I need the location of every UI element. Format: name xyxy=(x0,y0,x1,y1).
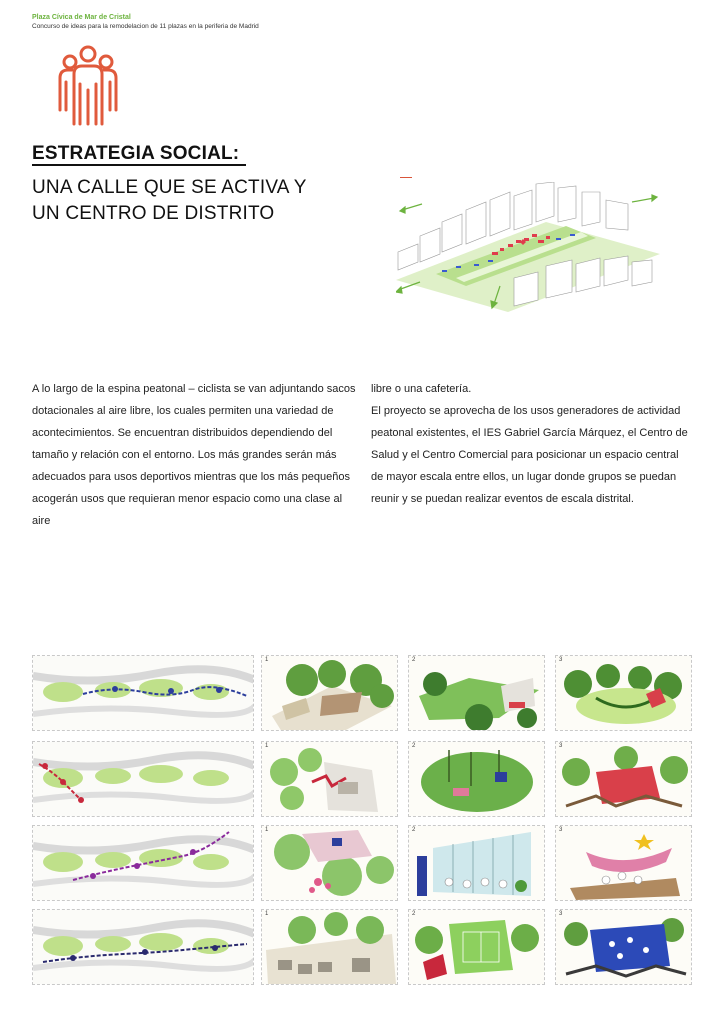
illustration-1-2 xyxy=(408,655,545,731)
headline-subtitle xyxy=(32,175,362,227)
illustration-2-1 xyxy=(261,741,398,817)
aerial-view-illustration xyxy=(396,182,660,312)
route-map-4 xyxy=(32,909,254,985)
illustration-2-2 xyxy=(408,741,545,817)
illustration-3-2 xyxy=(408,825,545,901)
cell-number: 2 xyxy=(412,657,416,663)
cell-number: 3 xyxy=(559,911,563,917)
illustration-1-1 xyxy=(261,655,398,731)
illustration-row-2 xyxy=(32,741,692,817)
cell-number: 3 xyxy=(559,657,563,663)
people-group-icon xyxy=(56,44,120,128)
route-map-1 xyxy=(32,655,254,731)
cell-number: 3 xyxy=(559,827,563,833)
illustration-4-3 xyxy=(555,909,692,985)
cell-number: 1 xyxy=(265,657,269,663)
cell-number: 1 xyxy=(265,827,269,833)
body-paragraph-left: A lo largo de la espina peatonal – ciclista se van adjuntando sacos dotacionales al aire libre, los cuales permiten una variedad de acontecimientos. Se encuentran distribuidos dependiendo del tamaño y relación con el entorno. Los más grandes serán más adecuados para usos deportivos mientras que los más pequeños acogerán usos que requieran menor espacio como una clase al aire xyxy=(32,383,356,527)
illustration-2-3 xyxy=(555,741,692,817)
illustration-row-1 xyxy=(32,655,692,731)
illustration-1-3 xyxy=(555,655,692,731)
cell-number: 1 xyxy=(265,911,269,917)
cell-number: 1 xyxy=(265,743,269,749)
route-map-3 xyxy=(32,825,254,901)
route-map-2 xyxy=(32,741,254,817)
illustration-4-1 xyxy=(261,909,398,985)
cell-number: 2 xyxy=(412,911,416,917)
headline-rule xyxy=(32,164,246,166)
cell-number: 3 xyxy=(559,743,563,749)
headline-line-2: UNA CALLE QUE SE ACTIVA Y xyxy=(32,177,307,198)
accent-dash xyxy=(400,177,412,178)
cell-number: 2 xyxy=(412,827,416,833)
cell-number: 2 xyxy=(412,743,416,749)
header-title: Plaza Cívica de Mar de Cristal xyxy=(32,14,131,21)
illustration-3-1 xyxy=(261,825,398,901)
illustration-3-3 xyxy=(555,825,692,901)
illustration-4-2 xyxy=(408,909,545,985)
body-paragraph-right: libre o una cafetería. El proyecto se aprovecha de los usos generadores de actividad peatonal existentes, el IES Gabriel García Márquez, el Centro de Salud y el Centro Comercial para posicionar un espacio central de mayor escala entre ellos, un lugar donde grupos se puedan reunir y se puedan realizar eventos de escala distrital. xyxy=(371,383,688,505)
illustration-row-3 xyxy=(32,825,692,901)
header-subtitle: Concurso de ideas para la remodelacion de 11 plazas en la periferia de Madrid xyxy=(32,23,259,30)
illustration-row-4 xyxy=(32,909,692,985)
headline-line-3: UN CENTRO DE DISTRITO xyxy=(32,203,275,224)
headline-bold: ESTRATEGIA SOCIAL: xyxy=(32,143,240,164)
